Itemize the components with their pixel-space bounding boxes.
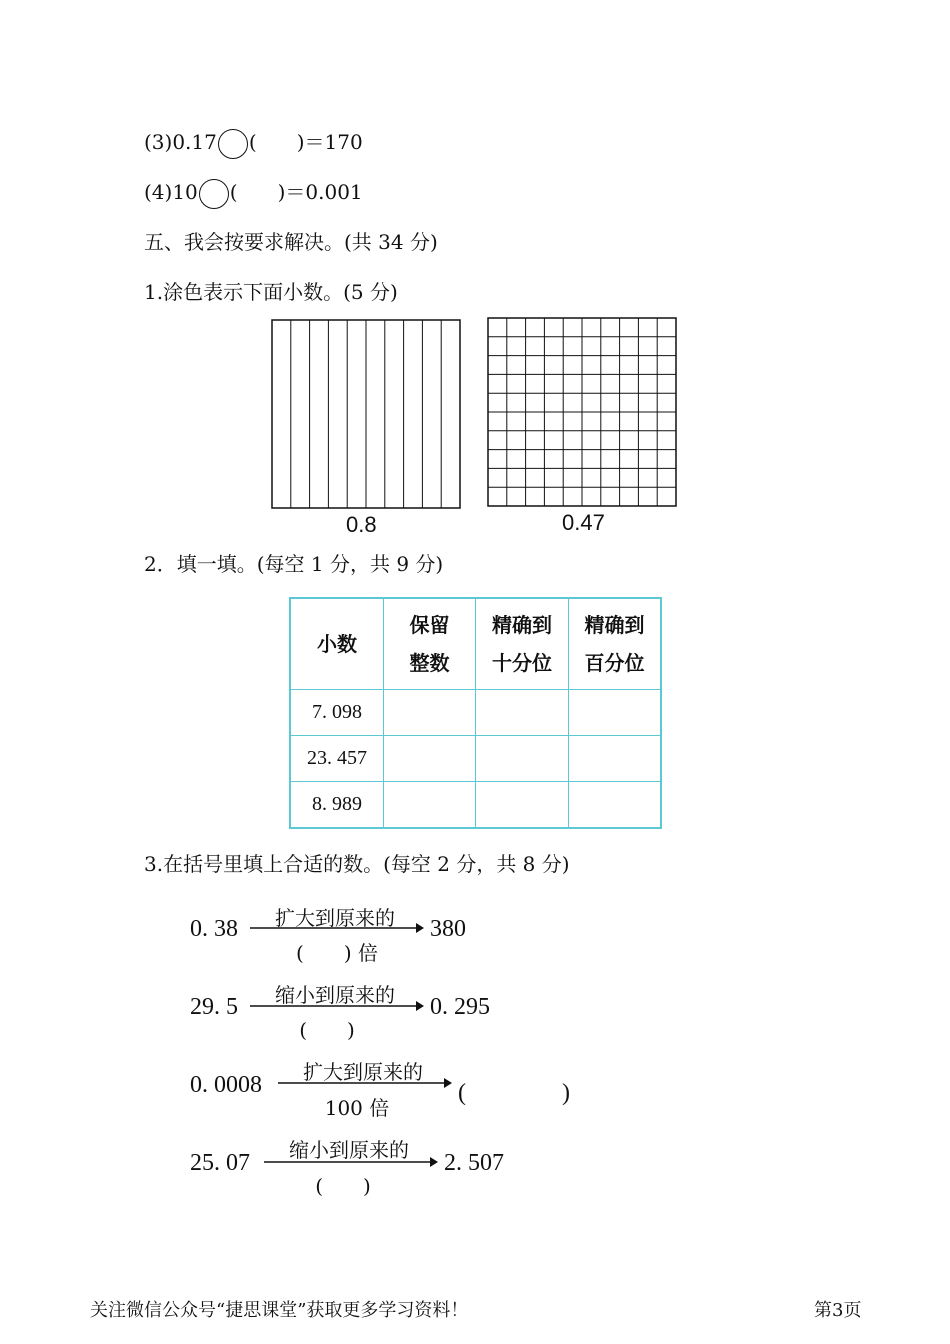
answer-cell[interactable] [476,782,569,829]
table-row [290,782,661,829]
footer-promo: 关注微信公众号“捷思课堂”获取更多学习资料！ [90,1300,469,1321]
page-number: 第3页 [814,1300,862,1321]
answer-cell[interactable] [476,690,569,736]
operator-circle[interactable] [199,179,229,209]
arrow-below-text[interactable]: ( ) [315,1174,371,1198]
arrow-above-text: 缩小到原来的 [289,1138,409,1162]
hundredths-grid[interactable] [486,316,678,508]
grid-label: 0.47 [562,510,605,535]
decimal-cell: 7. 098 [290,690,384,736]
arrow-above-text: 扩大到原来的 [303,1060,423,1084]
answer-cell[interactable] [384,782,476,829]
answer-cell[interactable] [384,736,476,782]
q1-title: 1.涂色表示下面小数。(5 分) [144,280,398,304]
arrow-icon [250,921,424,935]
header-decimal: 小数 [290,598,384,690]
item4-prefix: (4)10 [144,180,198,204]
answer-cell[interactable] [569,736,662,782]
decimal-cell: 23. 457 [290,736,384,782]
arrow-right-value[interactable]: ( ) [458,1080,570,1106]
tenths-strip-grid[interactable] [270,318,462,510]
answer-cell[interactable] [569,690,662,736]
arrow-icon [264,1155,438,1169]
rounding-table [289,597,662,829]
decimal-cell: 8. 989 [290,782,384,829]
q2-title: 2．填一填。(每空 1 分，共 9 分) [144,552,444,576]
operator-circle[interactable] [218,129,248,159]
question-item-4 [144,178,363,209]
arrow-icon [250,999,424,1013]
table-row [290,690,661,736]
arrow-left-value: 0. 0008 [190,1072,262,1098]
answer-cell[interactable] [476,736,569,782]
header-integer: 保留 整数 [384,598,476,690]
section-heading: 五、我会按要求解决。(共 34 分) [144,230,438,254]
arrow-above-text: 缩小到原来的 [275,983,395,1007]
arrow-left-value: 25. 07 [190,1150,250,1176]
strip-label: 0.8 [346,512,377,537]
arrow-icon [278,1076,452,1090]
q3-title: 3.在括号里填上合适的数。(每空 2 分，共 8 分) [144,852,570,876]
arrow-right-value: 0. 295 [430,994,490,1020]
arrow-left-value: 0. 38 [190,916,238,942]
header-tenths: 精确到 十分位 [476,598,569,690]
answer-cell[interactable] [569,782,662,829]
item3-rest: )＝170 [296,130,363,154]
arrow-right-value: 2. 507 [444,1150,504,1176]
table-header-row [290,598,661,690]
header-hundredths: 精确到 百分位 [569,598,662,690]
item3-paren-open: ( [248,130,257,154]
item4-paren-open: ( [229,180,238,204]
arrow-left-value: 29. 5 [190,994,238,1020]
question-item-3 [144,128,363,159]
item3-prefix: (3)0.17 [144,130,217,154]
arrow-below-text: 100 倍 [324,1096,390,1120]
table-row [290,736,661,782]
arrow-right-value: 380 [430,916,466,942]
arrow-below-text[interactable]: ( ) [299,1018,355,1042]
arrow-below-text[interactable]: ( ) 倍 [296,941,378,965]
answer-cell[interactable] [384,690,476,736]
arrow-above-text: 扩大到原来的 [275,906,395,930]
item4-rest: )＝0.001 [277,180,363,204]
